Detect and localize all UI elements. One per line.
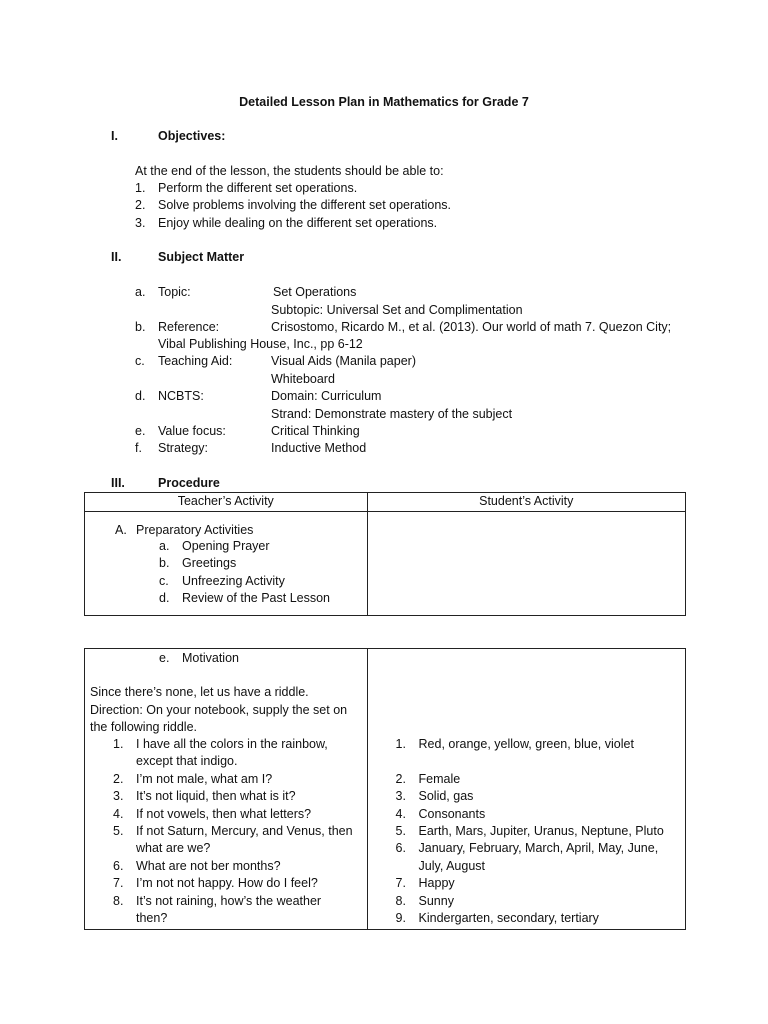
answer-number: 9. [395, 911, 406, 925]
list-item-letter: c. [159, 574, 169, 588]
subject-matter-numeral: II. [111, 250, 122, 264]
riddle-text: What are not ber months? [136, 859, 281, 873]
subject-label: Reference: [158, 320, 220, 334]
section-title: Preparatory Activities [136, 523, 254, 537]
subject-label: Strategy: [158, 441, 209, 455]
answer-number: 3. [395, 789, 406, 803]
objectives-heading: Objectives: [158, 129, 226, 143]
answer-text: Kindergarten, secondary, tertiary [418, 911, 599, 925]
answer-text: Consonants [418, 807, 486, 821]
teacher-activity-cell [85, 512, 368, 616]
riddle-text: It’s not raining, how’s the weather [136, 894, 322, 908]
answer-number: 8. [395, 894, 406, 908]
riddle-number: 4. [113, 807, 124, 821]
direction-text: the following riddle. [90, 720, 198, 734]
student-activity-cell [367, 512, 685, 616]
riddle-text: except that indigo. [136, 754, 238, 768]
objective-number: 2. [135, 198, 146, 212]
subject-letter: f. [135, 441, 142, 455]
riddle-text: then? [136, 911, 168, 925]
subject-matter-heading: Subject Matter [158, 250, 245, 264]
subject-value: Crisostomo, Ricardo M., et al. (2013). Our world of math 7. Quezon City; [271, 320, 672, 334]
subject-value-continuation: Vibal Publishing House, Inc., pp 6-12 [158, 337, 363, 351]
riddle-text: I have all the colors in the rainbow, [136, 737, 328, 751]
subject-label: NCBTS: [158, 389, 204, 403]
objectives-intro: At the end of the lesson, the students should be able to: [135, 164, 444, 178]
riddle-text: If not Saturn, Mercury, and Venus, then [136, 824, 353, 838]
riddle-number: 2. [113, 772, 124, 786]
riddle-number: 5. [113, 824, 124, 838]
subject-value: Whiteboard [271, 372, 335, 386]
riddle-intro: Since there’s none, let us have a riddle. [90, 685, 309, 699]
subject-letter: d. [135, 389, 146, 403]
list-item: Opening Prayer [182, 539, 270, 553]
list-item-letter: b. [159, 556, 170, 570]
objective-number: 3. [135, 216, 146, 230]
riddle-text: what are we? [136, 841, 211, 855]
direction-text: Direction: On your notebook, supply the set on [90, 703, 348, 717]
list-item: Greetings [182, 556, 237, 570]
list-item: Unfreezing Activity [182, 574, 285, 588]
riddle-number: 3. [113, 789, 124, 803]
answer-text: Earth, Mars, Jupiter, Uranus, Neptune, Pluto [418, 824, 664, 838]
column-header-teacher: Teacher’s Activity [85, 493, 368, 512]
subject-letter: e. [135, 424, 146, 438]
answer-text: July, August [418, 859, 485, 873]
procedure-table-motivation [84, 648, 686, 930]
answer-number: 4. [395, 807, 406, 821]
riddle-text: It’s not liquid, then what is it? [136, 789, 296, 803]
riddle-number: 8. [113, 894, 124, 908]
subject-label: Teaching Aid: [158, 354, 233, 368]
answer-text: Female [418, 772, 461, 786]
subject-value: Set Operations [273, 285, 357, 299]
subject-value: Subtopic: Universal Set and Complimentation [271, 303, 523, 317]
subject-label: Topic: [158, 285, 191, 299]
procedure-heading: Procedure [158, 476, 220, 490]
section-title: Motivation [182, 651, 239, 665]
list-item-letter: a. [159, 539, 170, 553]
section-letter: e. [159, 651, 170, 665]
section-letter: A. [115, 523, 127, 537]
answer-text: Solid, gas [418, 789, 474, 803]
answer-number: 2. [395, 772, 406, 786]
answer-number: 6. [395, 841, 406, 855]
riddle-number: 6. [113, 859, 124, 873]
subject-value: Domain: Curriculum [271, 389, 382, 403]
objective-text: Enjoy while dealing on the different set operations. [158, 216, 438, 230]
riddle-number: 1. [113, 737, 124, 751]
document-title: Detailed Lesson Plan in Mathematics for Grade 7 [239, 95, 529, 109]
subject-value: Strand: Demonstrate mastery of the subject [271, 407, 513, 421]
subject-value: Inductive Method [271, 441, 367, 455]
column-header-student: Student’s Activity [367, 493, 685, 512]
teacher-activity-cell [85, 649, 368, 930]
student-activity-cell [367, 649, 685, 930]
answer-text: Red, orange, yellow, green, blue, violet [418, 737, 634, 751]
riddle-text: I’m not male, what am I? [136, 772, 273, 786]
answer-text: Happy [418, 876, 455, 890]
answer-number: 1. [395, 737, 406, 751]
list-item-letter: d. [159, 591, 170, 605]
answer-number: 5. [395, 824, 406, 838]
procedure-table-preparatory [84, 492, 686, 616]
subject-label: Value focus: [158, 424, 226, 438]
objective-text: Solve problems involving the different set operations. [158, 198, 451, 212]
objective-text: Perform the different set operations. [158, 181, 358, 195]
subject-value: Visual Aids (Manila paper) [271, 354, 416, 368]
answer-text: January, February, March, April, May, June, [418, 841, 659, 855]
riddle-text: I’m not not happy. How do I feel? [136, 876, 318, 890]
objective-number: 1. [135, 181, 146, 195]
list-item: Review of the Past Lesson [182, 591, 330, 605]
riddle-number: 7. [113, 876, 124, 890]
procedure-numeral: III. [111, 476, 125, 490]
riddle-text: If not vowels, then what letters? [136, 807, 312, 821]
subject-letter: a. [135, 285, 146, 299]
subject-value: Critical Thinking [271, 424, 360, 438]
answer-number: 7. [395, 876, 406, 890]
subject-letter: c. [135, 354, 145, 368]
answer-text: Sunny [418, 894, 454, 908]
subject-letter: b. [135, 320, 146, 334]
objectives-numeral: I. [111, 129, 118, 143]
